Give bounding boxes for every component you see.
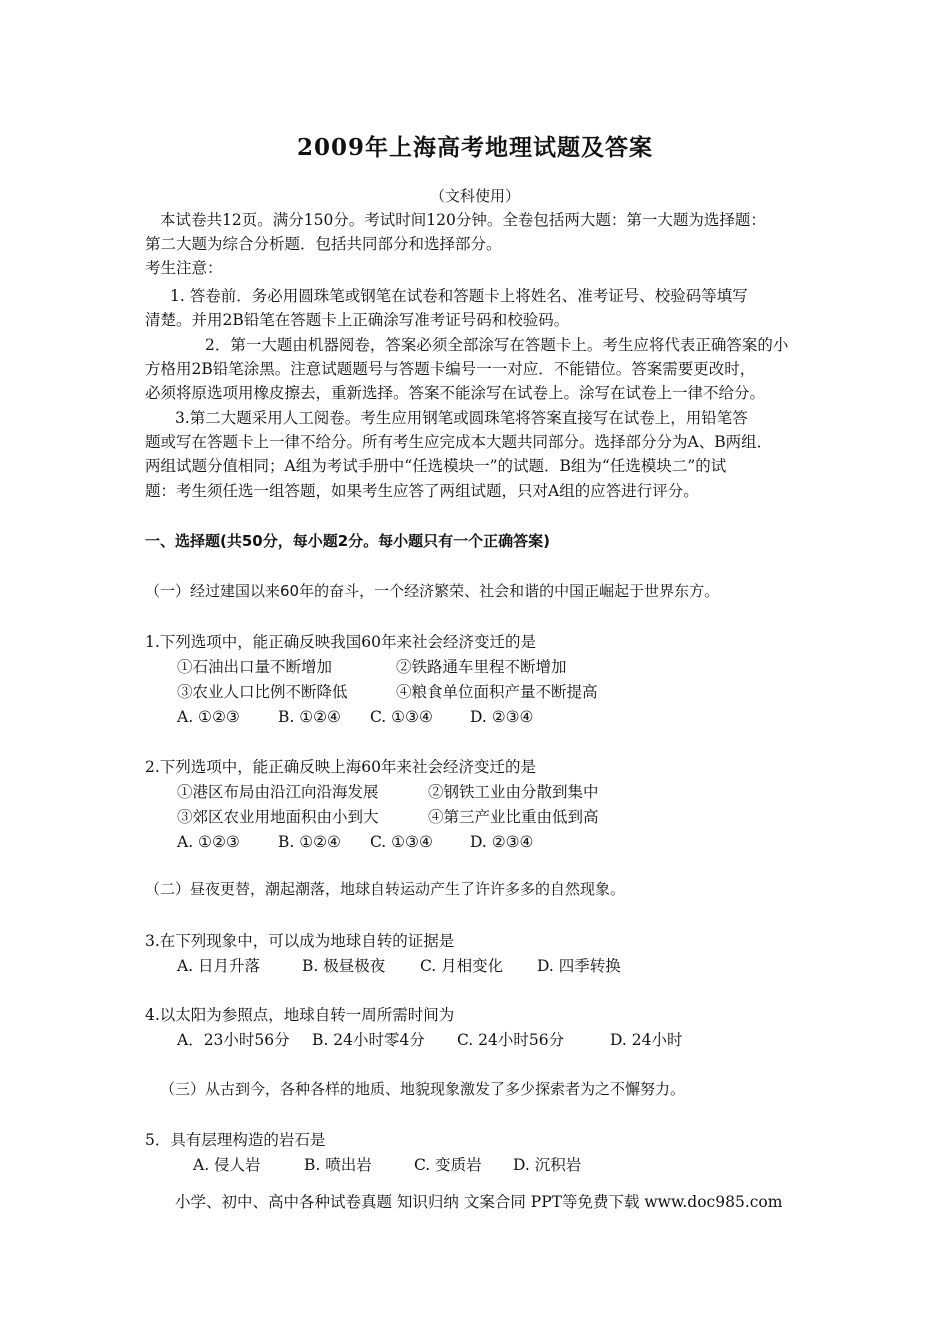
question-2-stem: 2.下列选项中，能正确反映上海60年来社会经济变迁的是 (145, 758, 537, 776)
question-1-statement-4: ④粮食单位面积产量不断提高 (396, 683, 598, 701)
notice-2-line-3: 必须将原选项用橡皮擦去，重新选择。答案不能涂写在试卷上。涂写在试卷上一律不给分。 (145, 384, 766, 402)
notice-1-line-2: 清楚。并用2B铅笔在答题卡上正确涂写准考证号码和校验码。 (145, 311, 570, 329)
question-5-option-a: A. 侵人岩 (193, 1156, 261, 1174)
question-3-option-b: B. 极昼极夜 (302, 957, 386, 975)
question-2-option-a: A. ①②③ (177, 833, 240, 851)
question-2-statement-3: ③郊区农业用地面积由小到大 (177, 808, 379, 826)
question-2-option-c: C. ①③④ (370, 833, 433, 851)
question-1-statement-2: ②铁路通车里程不断增加 (396, 658, 567, 676)
question-1-statement-3: ③农业人口比例不断降低 (177, 683, 348, 701)
page-title: 2009年上海高考地理试题及答案 (296, 134, 653, 161)
question-3-option-d: D. 四季转换 (537, 957, 621, 975)
group-heading-3: （三）从古到今，各种各样的地质、地貌现象激发了多少探索者为之不懈努力。 (160, 1080, 686, 1098)
question-4-option-a: A．23小时56分 (177, 1031, 290, 1049)
question-5-stem: 5．具有层理构造的岩石是 (145, 1131, 326, 1149)
question-5-option-b: B. 喷出岩 (304, 1156, 372, 1174)
question-3-option-a: A. 日月升落 (177, 957, 261, 975)
question-4-option-c: C. 24小时56分 (457, 1031, 565, 1049)
question-1-option-c: C. ①③④ (370, 708, 433, 726)
question-2-statement-4: ④第三产业比重由低到高 (428, 808, 599, 826)
section-heading-choice: 一、选择题(共50分，每小题2分。每小题只有一个正确答案) (145, 532, 551, 550)
footer-note: 小学、初中、高中各种试卷真题 知识归纳 文案合同 PPT等免费下载 www.doc985.com (175, 1193, 783, 1211)
notice-3-line-4: 题：考生须任选一组答题，如果考生应答了两组试题，只对A组的应答进行评分。 (145, 482, 699, 500)
notice-2-line-1: 2．第一大题由机器阅卷，答案必须全部涂写在答题卡上。考生应将代表正确答案的小 (205, 336, 789, 354)
group-heading-1: （一）经过建国以来60年的奋斗，一个经济繁荣、社会和谐的中国正崛起于世界东方。 (145, 582, 720, 600)
question-5-option-c: C. 变质岩 (414, 1156, 482, 1174)
intro-line-2: 第二大题为综合分析题．包括共同部分和选择部分。 (145, 235, 502, 253)
question-3-option-c: C. 月相变化 (420, 957, 504, 975)
question-2-statement-1: ①港区布局由沿江向沿海发展 (177, 783, 379, 801)
subtitle: （文科使用） (429, 187, 520, 205)
question-4-stem: 4.以太阳为参照点，地球自转一周所需时间为 (145, 1006, 455, 1024)
question-2-statement-2: ②钢铁工业由分散到集中 (428, 783, 599, 801)
question-4-option-d: D. 24小时 (610, 1031, 683, 1049)
question-5-option-d: D. 沉积岩 (513, 1156, 582, 1174)
intro-line-1: 本试卷共12页。满分150分。考试时间120分钟。全卷包括两大题：第一大题为选择题： (160, 211, 766, 229)
question-4-option-b: B. 24小时零4分 (312, 1031, 425, 1049)
question-1-stem: 1.下列选项中，能正确反映我国60年来社会经济变迁的是 (145, 633, 537, 651)
notice-heading: 考生注意： (145, 259, 223, 277)
question-2-option-b: B. ①②④ (278, 833, 341, 851)
notice-3-line-2: 题或写在答题卡上一律不给分。所有考生应完成本大题共同部分。选择部分分为A、B两组． (145, 433, 773, 451)
notice-2-line-2: 方格用2B铅笔涂黑。注意试题题号与答题卡编号一一对应．不能错位。答案需要更改时， (145, 360, 756, 378)
notice-1-line-1: 1. 答卷前．务必用圆珠笔或钢笔在试卷和答题卡上将姓名、准考证号、校验码等填写 (170, 287, 748, 305)
question-1-option-b: B. ①②④ (278, 708, 341, 726)
question-1-statement-1: ①石油出口量不断增加 (177, 658, 333, 676)
question-2-option-d: D. ②③④ (470, 833, 534, 851)
question-3-stem: 3.在下列现象中，可以成为地球自转的证据是 (145, 932, 455, 950)
group-heading-2: （二）昼夜更替，潮起潮落，地球自转运动产生了许许多多的自然现象。 (145, 880, 626, 898)
question-1-option-d: D. ②③④ (470, 708, 534, 726)
notice-3-line-3: 两组试题分值相同；A组为考试手册中“任选模块一”的试题．B组为“任选模块二”的试 (145, 457, 727, 475)
question-1-option-a: A. ①②③ (177, 708, 240, 726)
notice-3-line-1: 3.第二大题采用人工阅卷。考生应用钢笔或圆珠笔将答案直接写在试卷上，用铅笔答 (175, 409, 748, 427)
